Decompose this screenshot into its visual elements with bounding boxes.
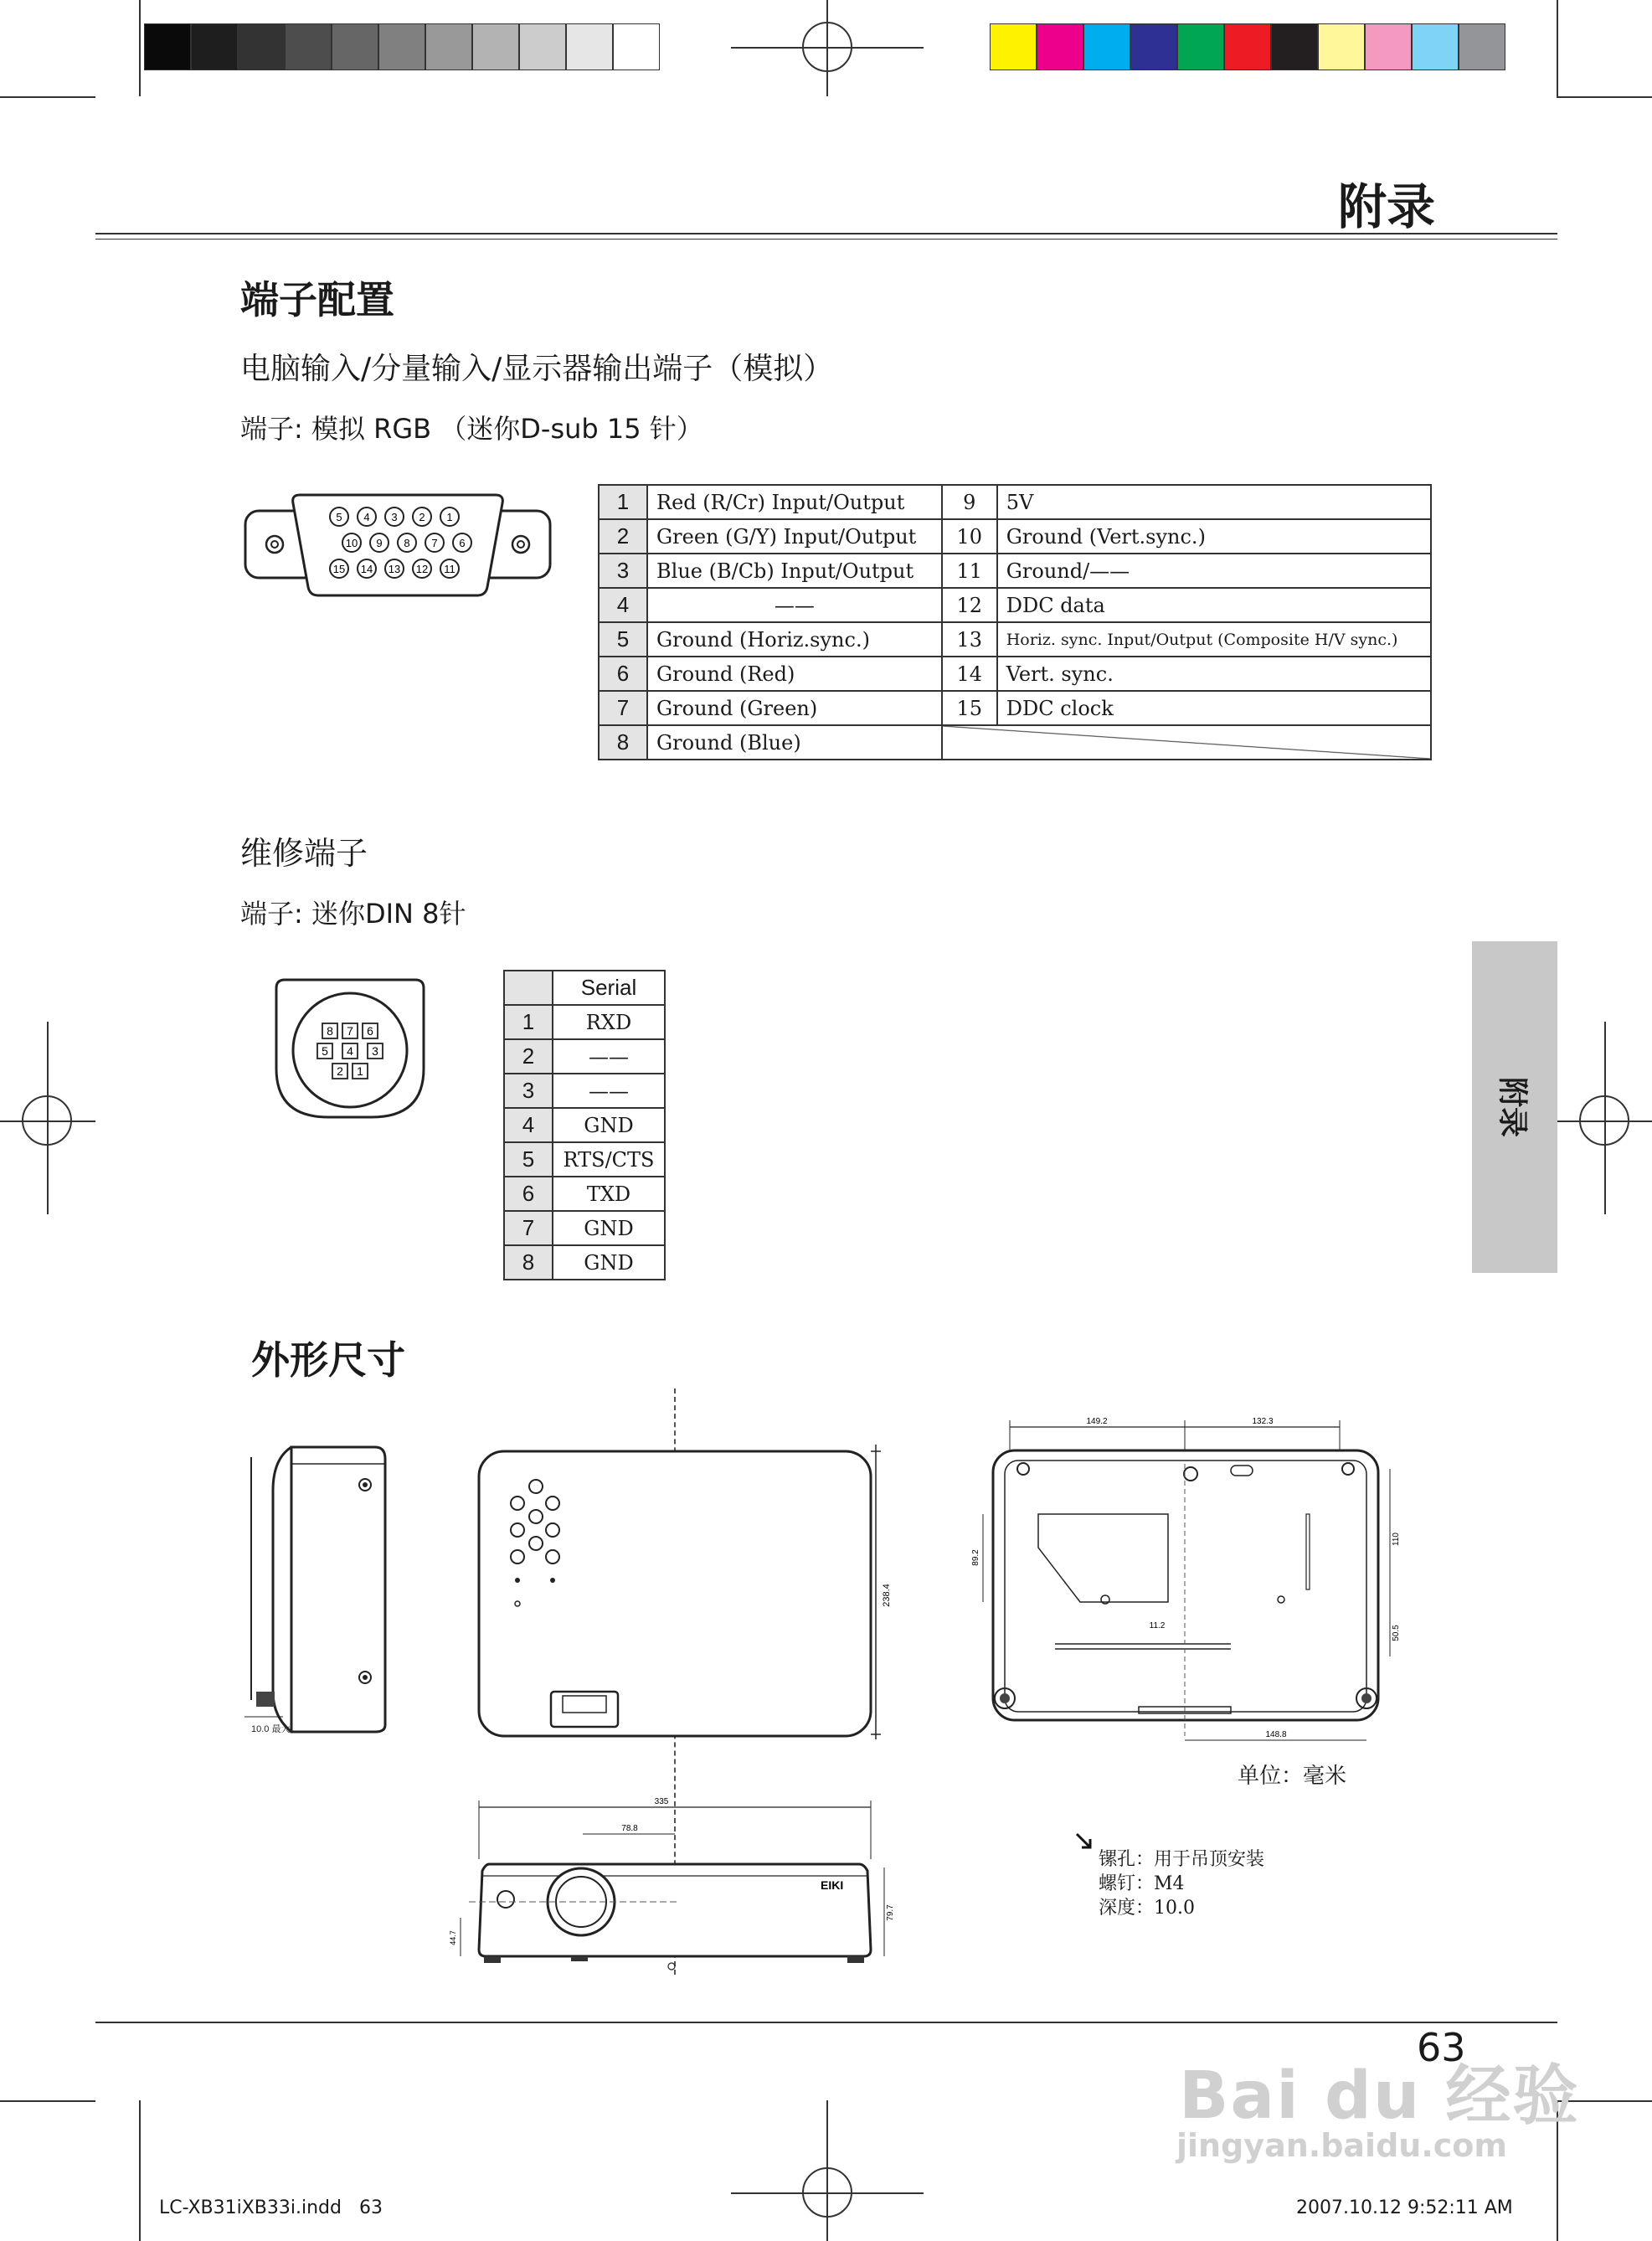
dsub-pin-number: 6 (459, 537, 466, 549)
pin-signal: Ground (Green) (647, 691, 942, 725)
crop-mark (0, 96, 95, 98)
dsub-pin-number: 7 (431, 537, 438, 549)
din-pin-number: 7 (347, 1024, 353, 1038)
crop-mark (139, 0, 141, 96)
dsub-pin-number: 13 (388, 563, 401, 575)
din-pin-number: 6 (367, 1024, 373, 1038)
dsub-pin-number: 10 (345, 537, 358, 549)
dsub-pin-number: 8 (404, 537, 410, 549)
pin-signal: Vert. sync. (997, 657, 1431, 691)
din-pin-number: 5 (322, 1044, 328, 1058)
color-swatch (1037, 23, 1083, 70)
crop-mark (1557, 0, 1558, 96)
footer-info (159, 2197, 383, 2218)
screw-hole-arrow-icon (1075, 1832, 1095, 1852)
top-view-drawing (476, 1436, 911, 1754)
dsub-pin-number: 5 (336, 511, 342, 523)
pin-signal: GND (553, 1108, 665, 1142)
unit-label: 单位：毫米 (1238, 1764, 1347, 1789)
footer-file: LC-XB31iXB33i.indd (159, 2197, 342, 2218)
pin-number: 2 (599, 519, 647, 554)
table-corner-cell (504, 971, 553, 1005)
pin-number: 2 (504, 1039, 553, 1074)
gray-swatch (238, 23, 285, 70)
registration-mark-line (826, 2100, 828, 2241)
dsub-connector-diagram (243, 490, 553, 599)
din-pin-number: 2 (337, 1064, 343, 1078)
registration-mark-line (47, 1022, 49, 1214)
color-swatch (990, 23, 1037, 70)
front-dim-foot: 44.7 (449, 1930, 457, 1945)
pin-signal: GND (553, 1211, 665, 1245)
section-title-terminal: 端子配置 (240, 277, 394, 322)
table-row (504, 1039, 665, 1074)
dsub-pin-number: 9 (376, 537, 383, 549)
color-swatch (1271, 23, 1318, 70)
table-row (599, 622, 1431, 657)
din-pin-number: 8 (327, 1024, 333, 1038)
footer-timestamp: 2007.10.12 9:52:11 AM (1296, 2197, 1513, 2218)
pin-signal: RTS/CTS (553, 1142, 665, 1177)
bottom-dim-h1: 89.2 (971, 1549, 980, 1566)
table-row (504, 1142, 665, 1177)
pin-number: 14 (942, 657, 997, 691)
header-title: 附录 (1338, 178, 1436, 235)
gray-swatch (378, 23, 425, 70)
table-row (504, 1005, 665, 1039)
pin-signal: Ground (Red) (647, 657, 942, 691)
screw-note-line: 深度：10.0 (1099, 1898, 1195, 1919)
gray-swatch (613, 23, 660, 70)
pin-number: 7 (504, 1211, 553, 1245)
registration-mark-line (826, 0, 828, 96)
mini-din-connector-diagram (273, 976, 427, 1120)
color-swatch (1083, 23, 1130, 70)
serial-header: Serial (553, 971, 665, 1005)
gray-swatch (519, 23, 566, 70)
pin-signal: Ground (Vert.sync.) (997, 519, 1431, 554)
table-row (599, 691, 1431, 725)
serial-pin-table (503, 970, 666, 1280)
crop-mark (0, 2100, 95, 2102)
pin-number: 10 (942, 519, 997, 554)
gray-swatch (191, 23, 238, 70)
pin-signal: Ground (Horiz.sync.) (647, 622, 942, 657)
front-dim-width: 335 (654, 1797, 669, 1806)
subtitle-analog-terminal: 电脑输入/分量输入/显示器输出端子（模拟） (240, 352, 834, 386)
pin-number: 8 (504, 1245, 553, 1280)
dsub-pin-number: 12 (415, 563, 429, 575)
din-pin-number: 3 (372, 1044, 378, 1058)
pin-signal: Red (R/Cr) Input/Output (647, 485, 942, 519)
table-row (504, 1177, 665, 1211)
pin-signal: Blue (B/Cb) Input/Output (647, 554, 942, 588)
din-pin-number: 1 (357, 1064, 363, 1078)
gray-swatch (566, 23, 613, 70)
table-row (599, 554, 1431, 588)
gray-swatch (285, 23, 332, 70)
pin-signal: GND (553, 1245, 665, 1280)
brand-logo: EIKI (821, 1878, 844, 1892)
front-dim-lens: 78.8 (621, 1824, 638, 1833)
watermark-url: jingyan.baidu.com (1176, 2127, 1507, 2164)
terminal-label-din: 端子: 迷你DIN 8针 (240, 898, 466, 930)
pin-number: 12 (942, 588, 997, 622)
pin-signal: 5V (997, 485, 1431, 519)
header-rule (95, 239, 1557, 240)
screw-note-line: 螺钉：M4 (1099, 1873, 1185, 1894)
pin-number: 6 (599, 657, 647, 691)
gray-swatch (144, 23, 191, 70)
color-swatch (1459, 23, 1505, 70)
pin-number: 8 (599, 725, 647, 760)
pin-number: 15 (942, 691, 997, 725)
color-swatch (1365, 23, 1412, 70)
pin-signal: TXD (553, 1177, 665, 1211)
table-row (504, 1108, 665, 1142)
bottom-dim-w4: 11.2 (1149, 1621, 1166, 1631)
side-max-note: 10.0 最大 (251, 1724, 291, 1734)
din-pin-number: 4 (347, 1044, 353, 1058)
color-swatch (1318, 23, 1365, 70)
pin-signal: Ground (Blue) (647, 725, 942, 760)
table-row (599, 725, 1431, 760)
dsub-pin-number: 11 (444, 563, 455, 575)
dsub-pin-number: 15 (332, 563, 346, 575)
table-row (599, 519, 1431, 554)
watermark-brand: Bai du 经验 (1179, 2058, 1580, 2134)
table-row (599, 657, 1431, 691)
dsub-pin-number: 3 (391, 511, 398, 523)
pin-number: 13 (942, 622, 997, 657)
height-dim-label: 238.4 (882, 1584, 892, 1607)
pin-signal: —— (553, 1074, 665, 1108)
pin-number: 6 (504, 1177, 553, 1211)
pin-number: 5 (599, 622, 647, 657)
pin-number: 1 (504, 1005, 553, 1039)
table-row (599, 588, 1431, 622)
header-rule (95, 233, 1557, 234)
page-number: 63 (1417, 2025, 1466, 2070)
side-tab-label: 附录 (1495, 1076, 1530, 1138)
pin-signal: Horiz. sync. Input/Output (Composite H/V sync.) (997, 622, 1431, 657)
pin-number: 5 (504, 1142, 553, 1177)
bottom-dim-h3: 50.5 (1392, 1625, 1401, 1641)
footer-rule (95, 2022, 1557, 2023)
pin-number: 3 (599, 554, 647, 588)
vga-pin-table (598, 484, 1432, 760)
color-swatch (1177, 23, 1224, 70)
dsub-pin-number: 1 (446, 511, 453, 523)
footer-page: 63 (358, 2197, 383, 2218)
pin-signal: DDC clock (997, 691, 1431, 725)
pin-signal: DDC data (997, 588, 1431, 622)
bottom-view-drawing (971, 1414, 1407, 1749)
section-title-service: 维修端子 (240, 835, 368, 872)
crop-mark (1557, 96, 1652, 98)
screw-note-line: 镙孔：用于吊顶安装 (1099, 1849, 1265, 1870)
pin-number: 4 (504, 1108, 553, 1142)
pin-number (942, 725, 1431, 760)
bottom-dim-w3: 148.8 (1265, 1730, 1287, 1739)
color-swatch (1224, 23, 1271, 70)
bottom-dim-h2: 110 (1392, 1533, 1401, 1546)
gray-swatch (332, 23, 378, 70)
side-tab (1472, 941, 1557, 1273)
table-row (504, 1074, 665, 1108)
dsub-pin-number: 14 (360, 563, 373, 575)
gray-swatch (472, 23, 519, 70)
pin-signal: RXD (553, 1005, 665, 1039)
table-row (504, 1245, 665, 1280)
dsub-pin-number: 4 (363, 511, 370, 523)
crop-mark (139, 2100, 141, 2241)
pin-number: 4 (599, 588, 647, 622)
bottom-dim-w2: 132.3 (1252, 1417, 1274, 1426)
section-title-dimensions: 外形尺寸 (251, 1337, 405, 1383)
pin-number: 11 (942, 554, 997, 588)
bottom-dim-w1: 149.2 (1086, 1417, 1108, 1426)
pin-number: 1 (599, 485, 647, 519)
front-view-drawing (435, 1792, 904, 1976)
gray-swatch (425, 23, 472, 70)
terminal-label-rgb: 端子: 模拟 RGB （迷你D-sub 15 针） (240, 413, 703, 445)
pin-signal: —— (553, 1039, 665, 1074)
pin-number: 9 (942, 485, 997, 519)
pin-number: 7 (599, 691, 647, 725)
pin-signal: —— (647, 588, 942, 622)
color-swatch (1412, 23, 1459, 70)
table-row (599, 485, 1431, 519)
pin-number: 3 (504, 1074, 553, 1108)
dsub-pin-number: 2 (419, 511, 425, 523)
table-row (504, 1211, 665, 1245)
side-view-drawing (241, 1440, 392, 1742)
color-swatch (1130, 23, 1177, 70)
front-dim-height: 79.7 (886, 1904, 895, 1921)
pin-signal: Ground/—— (997, 554, 1431, 588)
registration-mark-line (1604, 1022, 1606, 1214)
screw-note (1099, 1847, 1264, 1920)
pin-signal: Green (G/Y) Input/Output (647, 519, 942, 554)
